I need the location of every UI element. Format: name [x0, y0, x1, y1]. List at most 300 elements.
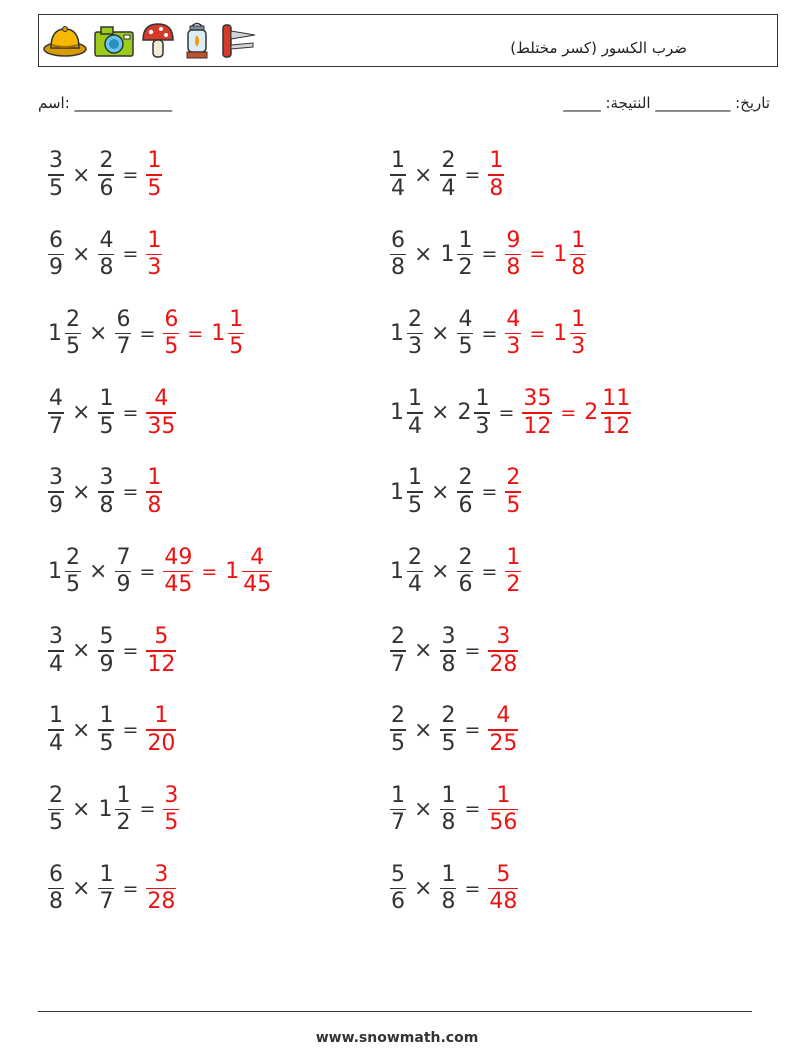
- denominator: 5: [441, 730, 456, 756]
- equals-sign: =: [560, 401, 577, 424]
- times-sign: ×: [414, 796, 433, 822]
- answer-fraction: [144, 388, 178, 438]
- answer-fraction: [144, 861, 178, 915]
- equals-sign: =: [139, 798, 156, 821]
- operand-b: [113, 544, 133, 598]
- numerator: 2: [441, 703, 456, 729]
- problem-item: [46, 779, 181, 839]
- numerator: 2: [441, 148, 456, 174]
- answer-fraction: [161, 782, 181, 836]
- numerator: 1: [475, 386, 490, 412]
- denominator: 6: [458, 492, 473, 518]
- operand-a: [46, 544, 83, 598]
- operand-b: [438, 150, 458, 200]
- whole-number: 1: [390, 400, 404, 426]
- operand-b: [96, 388, 116, 438]
- equals-sign: =: [122, 164, 139, 186]
- fraction: [440, 782, 456, 836]
- fraction: [98, 227, 114, 281]
- numerator: 35: [523, 386, 552, 412]
- numerator: 1: [391, 782, 405, 808]
- whole-number: 1: [225, 559, 240, 584]
- operand-b: [96, 150, 116, 200]
- numerator: 4: [49, 386, 63, 412]
- problem-item: [46, 700, 178, 760]
- numerator: 2: [99, 148, 114, 174]
- numerator: 3: [441, 624, 456, 650]
- operand-a: [46, 705, 66, 755]
- times-sign: ×: [414, 241, 433, 267]
- denominator: 6: [391, 889, 405, 915]
- denominator: 56: [489, 810, 518, 836]
- times-sign: ×: [72, 876, 91, 902]
- times-sign: ×: [89, 321, 108, 347]
- answer: [503, 306, 588, 360]
- fraction: [457, 227, 473, 281]
- denominator: 45: [164, 572, 193, 598]
- operand-a: [388, 544, 425, 598]
- numerator: 5: [496, 861, 511, 887]
- operand-b: [113, 306, 133, 360]
- numerator: 4: [154, 386, 169, 412]
- numerator: 5: [154, 624, 169, 650]
- times-sign: ×: [431, 400, 450, 426]
- fraction: [570, 306, 586, 360]
- operand-b: [96, 227, 116, 281]
- denominator: 9: [49, 255, 63, 281]
- numerator: 9: [506, 227, 521, 253]
- times-sign: ×: [72, 479, 91, 505]
- equals-sign: =: [481, 481, 498, 504]
- operand-b: [96, 467, 116, 517]
- denominator: 8: [99, 255, 114, 281]
- numerator: 5: [391, 861, 405, 887]
- numerator: 1: [99, 386, 114, 412]
- numerator: 1: [458, 227, 473, 253]
- answer-fraction: [503, 467, 523, 517]
- denominator: 20: [147, 730, 176, 756]
- denominator: 5: [164, 334, 179, 360]
- answer-fraction: [486, 782, 520, 836]
- answer: [161, 306, 246, 360]
- answer-mixed-number: [551, 227, 588, 281]
- numerator: 1: [391, 148, 405, 174]
- fraction: [146, 227, 162, 281]
- numerator: 4: [458, 306, 473, 332]
- numerator: 2: [506, 465, 521, 491]
- whole-number: 1: [98, 796, 113, 822]
- operand-b: [455, 467, 475, 517]
- fraction: [390, 861, 406, 915]
- answer-fraction: [144, 467, 164, 517]
- answer-fraction: [486, 861, 520, 915]
- answer: [161, 544, 274, 598]
- denominator: 5: [66, 334, 80, 360]
- answer: [486, 626, 520, 676]
- fraction: [390, 705, 406, 755]
- numerator: 11: [602, 386, 631, 412]
- whole-number: 1: [390, 321, 404, 347]
- answer-fraction: [161, 544, 195, 598]
- answer-fraction: [144, 705, 178, 755]
- problem-item: [388, 304, 588, 364]
- problem-item: [388, 621, 520, 681]
- denominator: 5: [506, 492, 521, 518]
- denominator: 3: [147, 255, 162, 281]
- problem-item: [388, 462, 523, 522]
- denominator: 12: [147, 651, 176, 677]
- times-sign: ×: [431, 479, 450, 505]
- numerator: 2: [66, 544, 80, 570]
- answer-mixed-number: [582, 388, 633, 438]
- answer-fraction: [503, 306, 523, 360]
- denominator: 5: [66, 572, 80, 598]
- problem-item: [46, 145, 164, 205]
- numerator: 4: [99, 227, 114, 253]
- numerator: 3: [49, 624, 63, 650]
- denominator: 8: [489, 175, 504, 201]
- fraction: [98, 861, 114, 915]
- problem-item: [46, 542, 274, 602]
- denominator: 5: [458, 334, 473, 360]
- numerator: 1: [408, 465, 422, 491]
- operand-a: [388, 626, 408, 676]
- operand-a: [46, 467, 66, 517]
- answer-mixed-number: [551, 306, 588, 360]
- numerator: 1: [408, 386, 422, 412]
- numerator: 1: [229, 306, 244, 332]
- pith-helmet-icon: [43, 23, 87, 59]
- answer-fraction: [520, 388, 554, 438]
- whole-number: 1: [211, 321, 226, 347]
- numerator: 2: [49, 782, 63, 808]
- numerator: 2: [408, 544, 422, 570]
- equals-sign: =: [498, 401, 515, 424]
- fraction: [48, 705, 64, 755]
- whole-number: 1: [390, 559, 404, 584]
- answer: [503, 467, 523, 517]
- denominator: 7: [49, 413, 63, 439]
- denominator: 25: [489, 730, 518, 756]
- answer: [144, 150, 164, 200]
- numerator: 3: [164, 782, 179, 808]
- times-sign: ×: [72, 638, 91, 664]
- answer: [486, 861, 520, 915]
- answer: [144, 227, 164, 281]
- whole-number: 1: [48, 321, 62, 347]
- equals-sign: =: [464, 877, 481, 900]
- operand-a: [388, 306, 425, 360]
- lantern-icon: [181, 21, 213, 61]
- denominator: 2: [458, 255, 473, 281]
- answer-mixed-number: [223, 544, 274, 598]
- denominator: 3: [506, 334, 521, 360]
- answer: [144, 626, 178, 676]
- numerator: 1: [154, 703, 169, 729]
- numerator: 2: [408, 306, 422, 332]
- fraction: [440, 861, 456, 915]
- worksheet-title: ضرب الكسور (كسر مختلط): [510, 39, 687, 57]
- operand-a: [388, 861, 408, 915]
- numerator: 2: [66, 306, 80, 332]
- equals-sign: =: [481, 322, 498, 345]
- problem-item: [46, 224, 164, 284]
- numerator: 4: [506, 306, 521, 332]
- numerator: 7: [116, 544, 131, 570]
- numerator: 1: [506, 544, 521, 570]
- numerator: 1: [489, 148, 504, 174]
- numerator: 6: [164, 306, 179, 332]
- problem-item: [388, 859, 520, 919]
- denominator: 4: [391, 175, 405, 201]
- denominator: 5: [49, 175, 63, 201]
- denominator: 48: [489, 889, 518, 915]
- fraction: [488, 782, 518, 836]
- equals-sign: =: [464, 719, 481, 742]
- fraction: [98, 467, 114, 517]
- fraction: [48, 626, 64, 676]
- problem-item: [388, 383, 633, 443]
- fraction: [522, 388, 552, 438]
- operand-a: [46, 306, 83, 360]
- whole-number: 1: [390, 479, 404, 505]
- answer: [144, 388, 178, 438]
- answer-fraction: [486, 626, 520, 676]
- equals-sign: =: [122, 639, 139, 662]
- fraction: [407, 544, 423, 598]
- equals-sign: =: [481, 243, 498, 266]
- mushroom-icon: [141, 22, 175, 60]
- equals-sign: =: [464, 639, 481, 662]
- operand-a: [388, 782, 408, 836]
- numerator: 2: [458, 465, 473, 491]
- fraction: [163, 782, 179, 836]
- denominator: 3: [408, 334, 422, 360]
- problem-item: [388, 700, 520, 760]
- numerator: 4: [496, 703, 511, 729]
- equals-sign: =: [122, 243, 139, 266]
- answer: [144, 705, 178, 755]
- fraction: [390, 150, 406, 200]
- operand-b: [96, 626, 116, 676]
- times-sign: ×: [89, 559, 108, 584]
- numerator: 1: [571, 306, 586, 332]
- equals-sign: =: [187, 322, 204, 345]
- times-sign: ×: [414, 162, 433, 188]
- problem-item: [46, 304, 246, 364]
- operand-b: [438, 705, 458, 755]
- equals-sign: =: [139, 322, 156, 345]
- fraction: [488, 150, 504, 200]
- operand-a: [388, 227, 408, 281]
- operand-a: [388, 467, 425, 517]
- name-field-label: اسم: _____________: [38, 94, 173, 112]
- denominator: 8: [441, 651, 456, 677]
- date-score-field-label: _____ :تاريخ: __________ النتيجة: [563, 94, 770, 112]
- times-sign: ×: [431, 559, 450, 584]
- denominator: 5: [408, 492, 422, 518]
- numerator: 49: [164, 544, 193, 570]
- header-box: [38, 14, 778, 67]
- answer: [144, 861, 178, 915]
- numerator: 6: [49, 227, 63, 253]
- fraction: [228, 306, 244, 360]
- equals-sign: =: [529, 322, 546, 345]
- denominator: 5: [164, 810, 179, 836]
- fraction: [115, 544, 131, 598]
- denominator: 8: [571, 255, 586, 281]
- numerator: 1: [147, 148, 162, 174]
- whole-number: 1: [440, 241, 455, 267]
- operand-b: [96, 861, 116, 915]
- denominator: 6: [99, 175, 114, 201]
- footer-divider: [38, 1011, 752, 1012]
- times-sign: ×: [72, 796, 91, 822]
- operand-b: [455, 306, 475, 360]
- answer: [486, 705, 520, 755]
- fraction: [407, 388, 423, 438]
- denominator: 12: [523, 413, 552, 439]
- problem-item: [46, 383, 178, 443]
- numerator: 1: [147, 227, 162, 253]
- denominator: 5: [49, 810, 63, 836]
- whole-number: 1: [48, 559, 62, 584]
- numerator: 3: [99, 465, 114, 491]
- denominator: 4: [408, 572, 422, 598]
- problem-item: [46, 621, 178, 681]
- operand-a: [46, 388, 66, 438]
- answer: [503, 544, 523, 598]
- operand-a: [388, 388, 425, 438]
- denominator: 9: [99, 651, 114, 677]
- fraction: [242, 544, 272, 598]
- fraction: [163, 544, 193, 598]
- answer-mixed-number: [209, 306, 246, 360]
- numerator: 3: [49, 465, 63, 491]
- denominator: 12: [602, 413, 631, 439]
- numerator: 1: [99, 703, 114, 729]
- answer-fraction: [486, 150, 506, 200]
- denominator: 3: [475, 413, 490, 439]
- fraction: [505, 544, 521, 598]
- equals-sign: =: [464, 798, 481, 821]
- numerator: 1: [496, 782, 511, 808]
- denominator: 3: [571, 334, 586, 360]
- fraction: [407, 306, 423, 360]
- operand-a: [388, 150, 408, 200]
- denominator: 9: [49, 492, 63, 518]
- fraction: [505, 467, 521, 517]
- answer: [486, 782, 520, 836]
- whole-number: 1: [553, 241, 568, 267]
- denominator: 8: [441, 810, 456, 836]
- equals-sign: =: [122, 719, 139, 742]
- answer: [503, 227, 588, 281]
- denominator: 7: [116, 334, 131, 360]
- denominator: 4: [49, 730, 63, 756]
- numerator: 6: [116, 306, 131, 332]
- equals-sign: =: [122, 401, 139, 424]
- times-sign: ×: [414, 876, 433, 902]
- operand-b: [455, 544, 475, 598]
- denominator: 8: [441, 889, 456, 915]
- fraction: [146, 150, 162, 200]
- fraction: [457, 306, 473, 360]
- fraction: [488, 626, 518, 676]
- fraction: [457, 467, 473, 517]
- fraction: [65, 544, 81, 598]
- denominator: 7: [391, 810, 405, 836]
- fraction: [146, 388, 176, 438]
- operand-b: [96, 705, 116, 755]
- operand-b: [438, 227, 475, 281]
- fraction: [48, 227, 64, 281]
- fraction: [48, 782, 64, 836]
- denominator: 5: [229, 334, 244, 360]
- fraction: [115, 782, 131, 836]
- answer: [520, 388, 633, 438]
- fraction: [146, 861, 176, 915]
- fraction: [48, 388, 64, 438]
- equals-sign: =: [139, 560, 156, 583]
- answer-fraction: [144, 227, 164, 281]
- fraction: [98, 150, 114, 200]
- denominator: 2: [506, 572, 521, 598]
- denominator: 4: [408, 413, 422, 439]
- answer-fraction: [144, 626, 178, 676]
- numerator: 5: [99, 624, 114, 650]
- equals-sign: =: [122, 877, 139, 900]
- whole-number: 2: [457, 400, 472, 426]
- operand-a: [46, 626, 66, 676]
- fraction: [488, 705, 518, 755]
- fraction: [146, 626, 176, 676]
- denominator: 8: [147, 492, 162, 518]
- answer-fraction: [503, 227, 523, 281]
- answer-fraction: [503, 544, 523, 598]
- fraction: [570, 227, 586, 281]
- operand-b: [438, 782, 458, 836]
- fraction: [65, 306, 81, 360]
- fraction: [457, 544, 473, 598]
- denominator: 5: [99, 730, 114, 756]
- denominator: 6: [458, 572, 473, 598]
- denominator: 28: [147, 889, 176, 915]
- problem-item: [46, 462, 164, 522]
- times-sign: ×: [414, 638, 433, 664]
- fraction: [440, 150, 456, 200]
- times-sign: ×: [431, 321, 450, 347]
- fraction: [440, 626, 456, 676]
- denominator: 28: [489, 651, 518, 677]
- fraction: [390, 782, 406, 836]
- fraction: [163, 306, 179, 360]
- denominator: 45: [243, 572, 272, 598]
- equals-sign: =: [464, 164, 481, 186]
- operand-a: [46, 150, 66, 200]
- fraction: [48, 467, 64, 517]
- numerator: 1: [116, 782, 131, 808]
- problem-item: [388, 779, 520, 839]
- fraction: [407, 467, 423, 517]
- denominator: 35: [147, 413, 176, 439]
- answer-fraction: [486, 705, 520, 755]
- numerator: 2: [458, 544, 473, 570]
- whole-number: 2: [584, 400, 599, 426]
- numerator: 4: [250, 544, 265, 570]
- numerator: 2: [391, 624, 405, 650]
- times-sign: ×: [72, 400, 91, 426]
